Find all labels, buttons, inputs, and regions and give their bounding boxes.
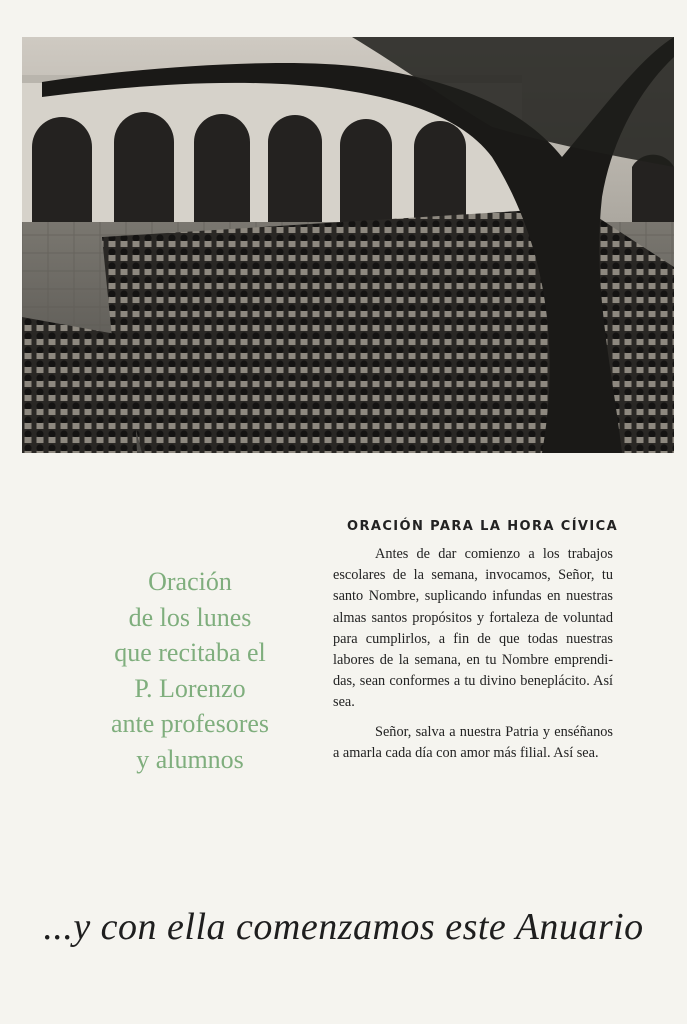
closing-line: ...y con ella comenzamos este Anuario [43, 906, 644, 948]
sidebar-quote-line: de los lunes [128, 602, 252, 632]
courtyard-photo-drawing [22, 37, 674, 453]
sidebar-quote-line: P. Lorenzo [134, 673, 246, 703]
prayer-block [333, 519, 619, 764]
sidebar-quote [70, 564, 310, 777]
courtyard-photo [22, 37, 674, 453]
sidebar-quote-line: y alumnos [136, 744, 244, 774]
sidebar-quote-line: que recitaba el [114, 638, 266, 667]
prayer-title: ORACIÓN PARA LA HORA CÍVICA [347, 519, 619, 534]
sidebar-quote-line: ante profesores [110, 709, 270, 738]
sidebar-quote-line: Oración [148, 567, 232, 596]
prayer-paragraph: Señor, salva a nuestra Patria y enséñanos a amarla cada día con amor más filial. Así sea. [333, 723, 613, 761]
prayer-paragraph: Antes de dar comienzo a los trabajos escolares de la semana, invocamos, Señor, tu santo Nombre, suplicando infundas en nuestras almas santos propósitos y fortaleza de voluntad para cumplirlos, a fin de que todas nuestras labores de la semana, en tu Nombre emprendidas, sean conformes a tu divino beneplácito. Así sea. [333, 546, 613, 711]
